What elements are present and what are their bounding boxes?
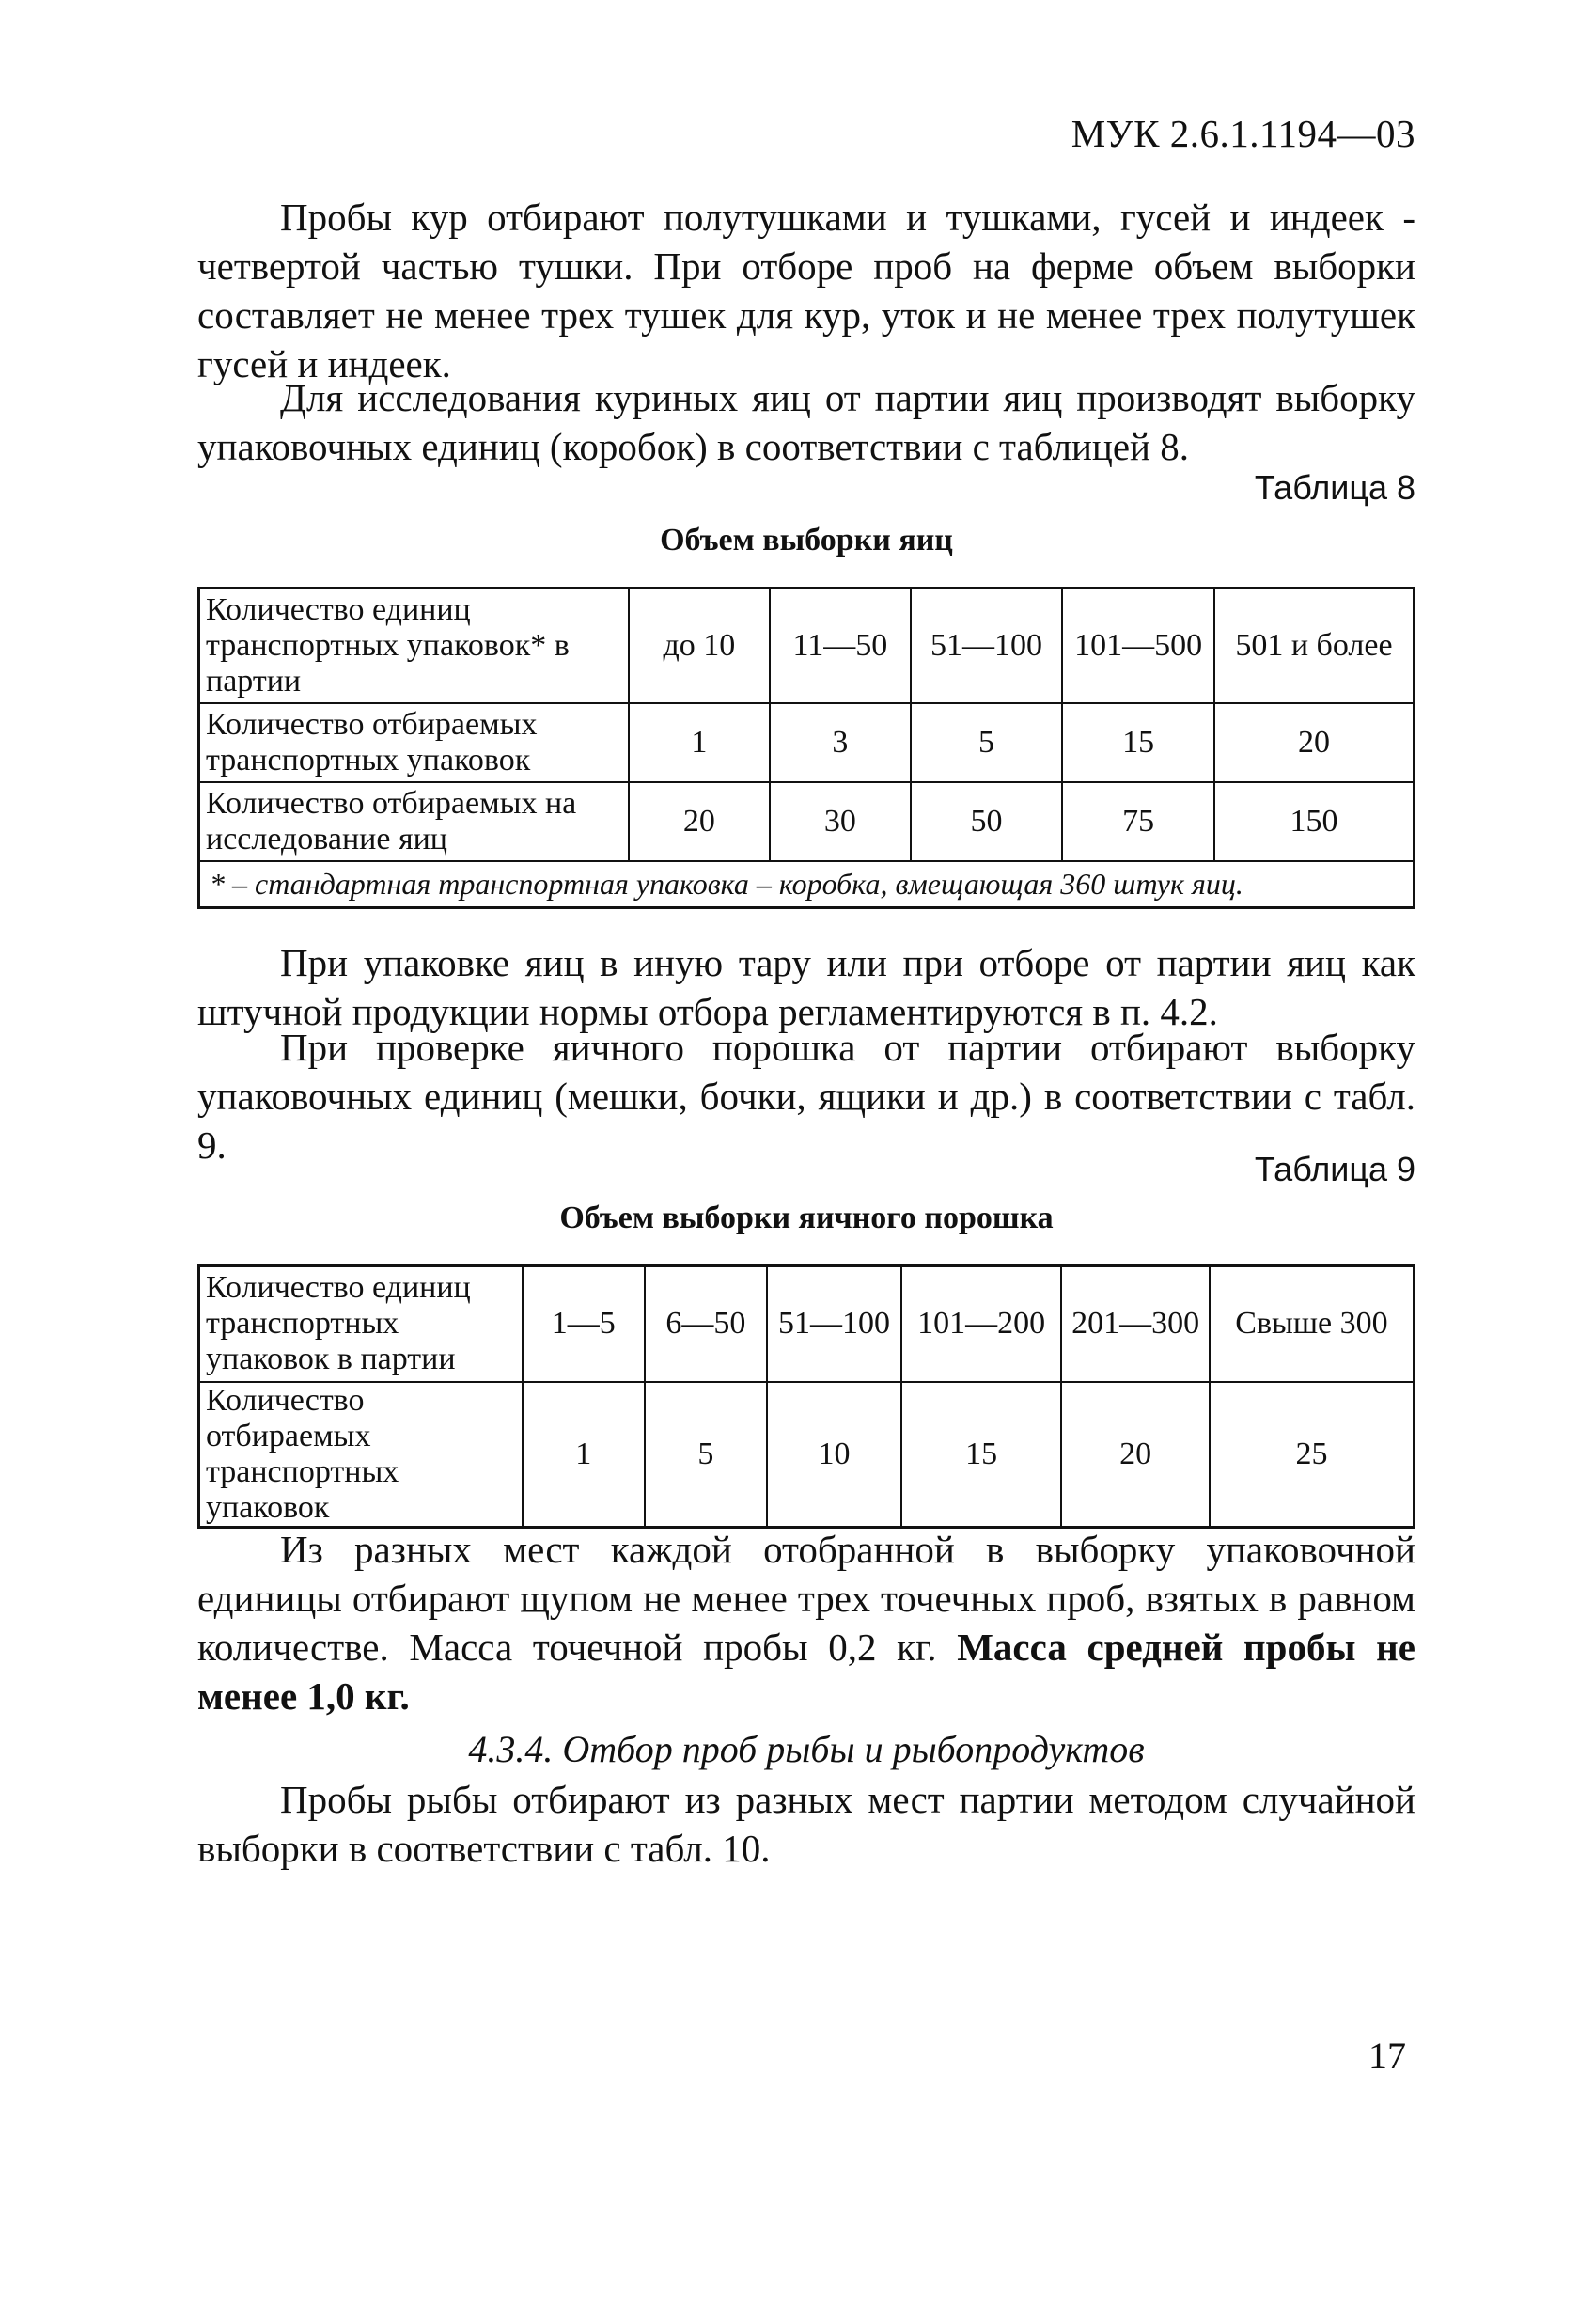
table8-title: Объем выборки яиц: [660, 523, 953, 557]
table8-cell: 75: [1062, 782, 1214, 861]
table8-cell: 150: [1214, 782, 1415, 861]
paragraph-fish: [197, 1775, 1415, 1873]
table8-row: [199, 589, 1415, 703]
page-number: 17: [1368, 2034, 1406, 2077]
paragraph-egg-powder-text: При проверке яичного порошка от партии отбирают выборку упаковочных единиц (мешки, бочки, ящики и др.) в соответствии с табл. 9.: [197, 1026, 1415, 1167]
document-page: [197, 0, 1415, 2324]
table8-cell: 20: [629, 782, 771, 861]
table8-cell: 51—100: [911, 589, 1063, 703]
paragraph-poultry-text: Пробы кур отбирают полутушками и тушками, гусей и индеек - четвертой частью тушки. При отборе проб на ферме объем выборки составляет не менее трех тушек для кур, уток и не менее трех полутушек гусей и индеек.: [197, 196, 1415, 385]
paragraph-poultry: [197, 193, 1415, 388]
paragraph-egg-powder: [197, 1023, 1415, 1170]
paragraph-eggs-text: Для исследования куриных яиц от партии яиц производят выборку упаковочных единиц (коробок) в соответствии с таблицей 8.: [197, 376, 1415, 468]
table8-row-header: Количество отбираемых на исследование яиц: [199, 782, 629, 861]
table9-cell: 1: [523, 1382, 645, 1528]
table8-cell: 30: [770, 782, 911, 861]
table8-cell: 101—500: [1062, 589, 1214, 703]
table8-footnote: * – стандартная транспортная упаковка – коробка, вмещающая 360 штук яиц.: [199, 861, 1415, 908]
table8-cell: 5: [911, 703, 1063, 782]
table9-cell: Свыше 300: [1210, 1266, 1415, 1382]
table8-row: [199, 703, 1415, 782]
table8-row-header: Количество единиц транспортных упаковок* в партии: [199, 589, 629, 703]
table9-cell: 1—5: [523, 1266, 645, 1382]
table8-cell: 501 и более: [1214, 589, 1415, 703]
table8-footnote-row: [199, 861, 1415, 908]
section-subheading: 4.3.4. Отбор проб рыбы и рыбопродуктов: [468, 1728, 1145, 1770]
paragraph-eggs: [197, 373, 1415, 471]
table8-cell: 15: [1062, 703, 1214, 782]
table9-cell: 20: [1061, 1382, 1210, 1528]
table8-cell: 1: [629, 703, 771, 782]
table9-cell: 51—100: [767, 1266, 901, 1382]
table9-row: [199, 1382, 1415, 1528]
document-code: МУК 2.6.1.1194—03: [1071, 112, 1415, 155]
table9-cell: 10: [767, 1382, 901, 1528]
table9-row-header: Количество единиц транспортных упаковок в партии: [199, 1266, 523, 1382]
table9-cell: 25: [1210, 1382, 1415, 1528]
table9: [197, 1264, 1415, 1529]
table9-row-header: Количество отбираемых транспортных упаковок: [199, 1382, 523, 1528]
paragraph-other-packaging-text: При упаковке яиц в иную тару или при отборе от партии яиц как штучной продукции нормы отбора регламентируются в п. 4.2.: [197, 941, 1415, 1033]
paragraph-point-samples-bold: Масса средней пробы не менее 1,0 кг.: [197, 1625, 1415, 1718]
table8-row-header: Количество отбираемых транспортных упаковок: [199, 703, 629, 782]
table8-cell: 3: [770, 703, 911, 782]
paragraph-point-samples: [197, 1525, 1415, 1720]
table9-row: [199, 1266, 1415, 1382]
paragraph-other-packaging: [197, 938, 1415, 1036]
table9-cell: 101—200: [901, 1266, 1062, 1382]
table9-cell: 201—300: [1061, 1266, 1210, 1382]
table8-label: Таблица 8: [1254, 468, 1415, 507]
table9-cell: 15: [901, 1382, 1062, 1528]
paragraph-point-samples-text: Из разных мест каждой отобранной в выборку упаковочной единицы отбирают щупом не менее трех точечных проб, взятых в равном количестве. Масса точечной пробы 0,2 кг.: [197, 1528, 1415, 1669]
table9-cell: 6—50: [645, 1266, 768, 1382]
table8: [197, 587, 1415, 909]
table9-cell: 5: [645, 1382, 768, 1528]
table8-cell: 50: [911, 782, 1063, 861]
table8-cell: 20: [1214, 703, 1415, 782]
paragraph-fish-text: Пробы рыбы отбирают из разных мест партии методом случайной выборки в соответствии с табл. 10.: [197, 1778, 1415, 1870]
table8-cell: 11—50: [770, 589, 911, 703]
table9-label: Таблица 9: [1254, 1150, 1415, 1188]
table8-row: [199, 782, 1415, 861]
table9-title: Объем выборки яичного порошка: [559, 1201, 1054, 1235]
table8-cell: до 10: [629, 589, 771, 703]
